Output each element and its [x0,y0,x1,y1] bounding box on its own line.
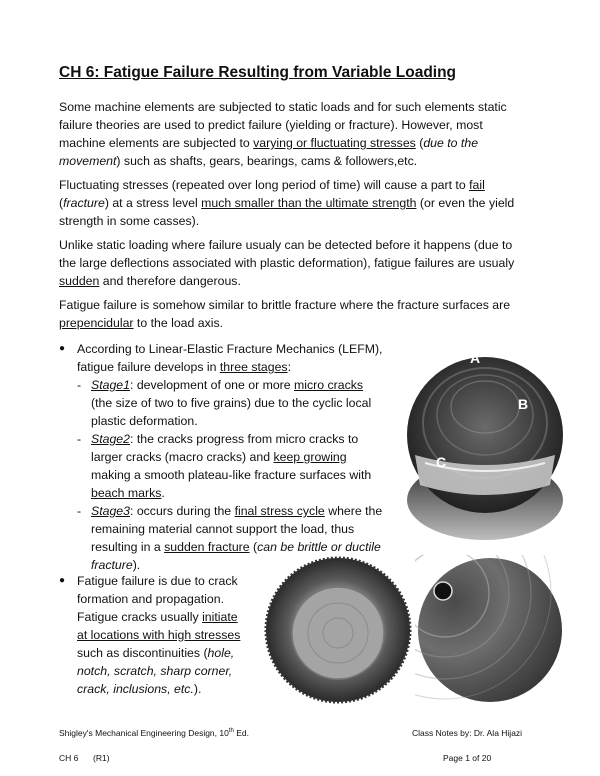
text-line: resulting in a sudden fracture (can be brittle or ductile [91,540,381,554]
footer-class-notes: Class Notes by: Dr. Ala Hijazi [412,728,523,738]
text-line: formation and propagation. [77,592,224,606]
text-line: the large deflections associated with plastic deformation), fatigue failures are usualy [59,256,515,270]
zone-label-c: C [436,454,447,470]
text-line: Stage3: occurs during the final stress cycle where the [91,504,383,518]
text-line: crack, inclusions, etc.). [77,682,202,696]
footer-revision: (R1) [93,753,110,763]
text-line: movement) such as shafts, gears, bearings, cams & followers,etc. [59,154,418,168]
bullet-dot: ● [59,575,66,586]
text-line: at locations with high stresses [77,628,241,642]
text-line: Fluctuating stresses (repeated over long period of time) will cause a part to fail [59,178,485,192]
fatigue-fracture-photo-stages [400,345,570,545]
footer-chapter: CH 6 [59,753,79,763]
text-line: strength in some casses). [59,214,200,228]
paragraph-intro [59,98,539,170]
text-line: beach marks. [91,486,165,500]
fracture-surface-photo-round [263,555,413,705]
text-line: Unlike static loading where failure usualy can be detected before it happens (due to [59,238,513,252]
text-line: notch, scratch, sharp corner, [77,664,233,678]
dash-marker: - [77,504,82,518]
text-line: According to Linear-Elastic Fracture Mechanics (LEFM), [77,342,383,356]
page-title: CH 6: Fatigue Failure Resulting from Variable Loading [59,64,457,81]
text-line: failure theories are used to predict failure (yielding or fracture). However, most [59,118,483,132]
bullet-lefm [59,340,399,572]
paragraph-fluctuating [59,176,539,230]
text-line: fatigue failure develops in three stages: [77,360,291,374]
text-line: Stage2: the cracks progress from micro cracks to [91,432,359,446]
text-line: making a smooth plateau-like fracture surfaces with [91,468,372,482]
text-line: machine elements are subjected to varying or fluctuating stresses (due to the [59,136,479,150]
text-line: larger cracks (macro cracks) and keep growing [91,450,347,464]
text-line: such as discontinuities (hole, [77,646,235,660]
footer-page-number: Page 1 of 20 [443,753,492,763]
text-line: (fracture) at a stress level much smaller than the ultimate strength (or even the yield [59,196,515,210]
fracture-surface-photo-initiation [415,555,565,705]
text-line: Fatigue cracks usually initiate [77,610,238,624]
text-line: fracture). [91,558,141,572]
text-line: sudden and therefore dangerous. [59,274,241,288]
paragraph-unlike-static [59,236,539,290]
paragraph-brittle [59,296,539,332]
footer-book-reference: Shigley's Mechanical Engineering Design, 10th Ed. [59,728,249,738]
bullet-dot: ● [59,343,66,354]
text-line: (the size of two to five grains) due to the cyclic local [91,396,372,410]
text-line: Fatigue failure is somehow similar to brittle fracture where the fracture surfaces are [59,298,511,312]
zone-label-a: A [470,350,481,366]
text-line: Stage1: development of one or more micro cracks [91,378,364,392]
text-line: remaining material cannot support the load, thus [91,522,355,536]
text-line: prepencidular to the load axis. [59,316,224,330]
zone-label-b: B [518,396,529,412]
text-line: Some machine elements are subjected to static loads and for such elements static [59,100,507,114]
dash-marker: - [77,432,82,446]
text-line: plastic deformation. [91,414,198,428]
bullet-crack-formation [59,572,269,698]
dash-marker: - [77,378,82,392]
text-line: Fatigue failure is due to crack [77,574,238,588]
